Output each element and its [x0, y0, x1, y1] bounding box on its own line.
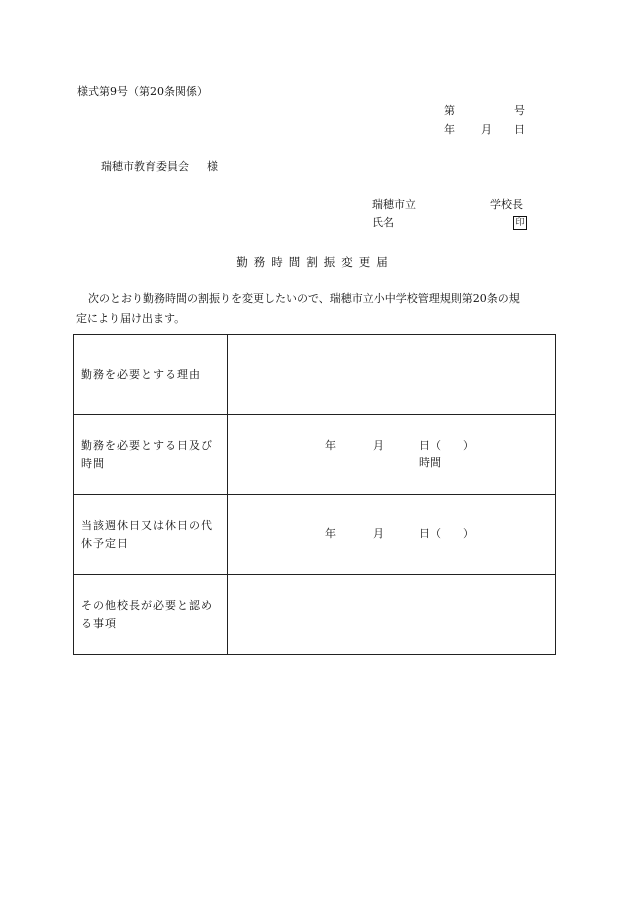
- school-principal-title: 学校長: [490, 198, 523, 211]
- substitute-day-label: 当該週休日又は休日の代休予定日: [74, 495, 228, 575]
- work-month-label: 月: [373, 439, 384, 452]
- form-number: 様式第9号（第20条関係）: [77, 85, 208, 98]
- table-row: [74, 495, 556, 575]
- school-name-prefix: 瑞穂市立: [372, 198, 416, 211]
- other-matters-field[interactable]: [228, 575, 556, 655]
- date-day-label: 日: [514, 123, 525, 136]
- body-text-line-1: 次のとおり勤務時間の割振りを変更したいので、瑞穂市立小中学校管理規則第20条の規: [88, 292, 520, 305]
- reason-label: 勤務を必要とする理由: [74, 335, 228, 415]
- body-text-line-2: 定により届け出ます。: [76, 312, 186, 325]
- document-title: 勤務時間割振変更届: [236, 255, 394, 269]
- document-number-label: 第: [444, 104, 455, 117]
- work-date-time-field[interactable]: [228, 415, 556, 495]
- other-matters-label: その他校長が必要と認める事項: [74, 575, 228, 655]
- substitute-month-label: 月: [373, 527, 384, 540]
- document-number-suffix: 号: [514, 104, 525, 117]
- table-row: [74, 335, 556, 415]
- table-row: [74, 575, 556, 655]
- work-year-label: 年: [325, 439, 336, 452]
- request-form-table: [73, 334, 556, 655]
- addressee-honorific: 様: [207, 160, 218, 173]
- addressee-name: 瑞穂市教育委員会: [101, 160, 189, 173]
- substitute-year-label: 年: [325, 527, 336, 540]
- substitute-day-of-week-label: 日（ ）: [419, 527, 474, 540]
- substitute-day-field[interactable]: [228, 495, 556, 575]
- work-hours-label: 時間: [419, 456, 441, 469]
- seal-mark: 印: [513, 216, 527, 230]
- principal-name-label: 氏名: [372, 216, 394, 229]
- table-row: [74, 415, 556, 495]
- work-date-time-label: 勤務を必要とする日及び時間: [74, 415, 228, 495]
- reason-field[interactable]: [228, 335, 556, 415]
- work-day-label: 日（ ）: [419, 439, 474, 452]
- date-year-label: 年: [444, 123, 455, 136]
- date-month-label: 月: [481, 123, 492, 136]
